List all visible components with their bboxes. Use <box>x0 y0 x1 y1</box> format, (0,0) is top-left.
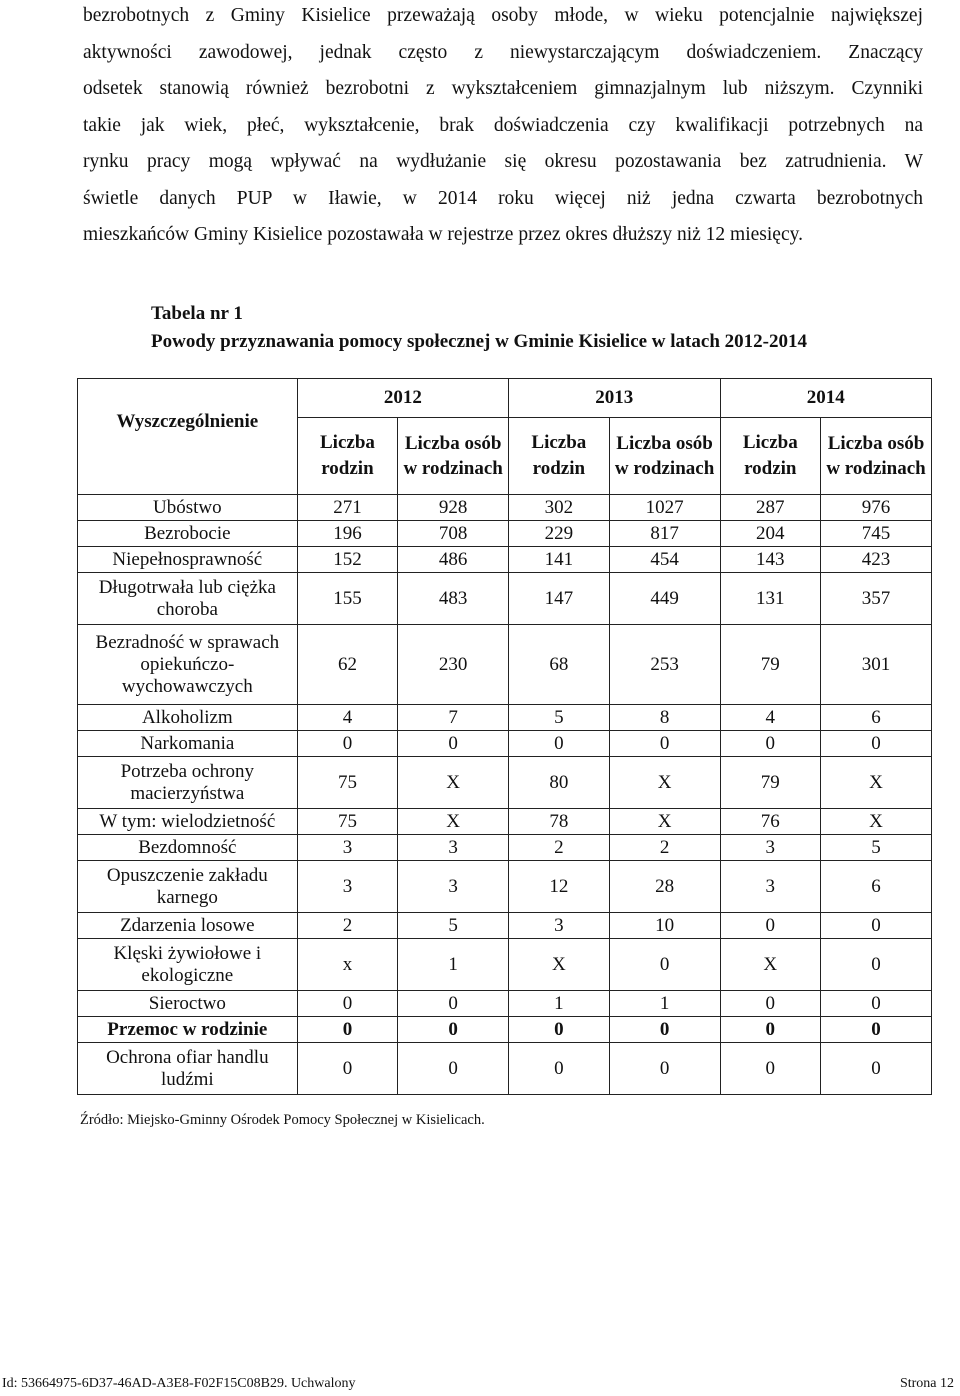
row-value: 3 <box>297 861 398 913</box>
row-value: 76 <box>720 809 821 835</box>
table-row <box>78 1043 932 1095</box>
row-value: 0 <box>609 1017 720 1043</box>
row-value: 817 <box>609 521 720 547</box>
row-value: 0 <box>720 1043 821 1095</box>
row-value: 5 <box>509 705 610 731</box>
row-value: 0 <box>509 1017 610 1043</box>
table-row <box>78 705 932 731</box>
row-value: 196 <box>297 521 398 547</box>
row-value: 301 <box>821 625 932 705</box>
row-label: Bezdomność <box>78 835 298 861</box>
row-value: 75 <box>297 809 398 835</box>
row-value: 0 <box>297 1043 398 1095</box>
row-value: 0 <box>609 1043 720 1095</box>
table-row <box>78 625 932 705</box>
header-sub-persons: Liczba osób w rodzinach <box>398 418 509 495</box>
row-value: 0 <box>821 913 932 939</box>
table-title: Powody przyznawania pomocy społecznej w Gminie Kisielice w latach 2012-2014 <box>151 331 807 352</box>
row-label: W tym: wielodzietność <box>78 809 298 835</box>
footer-document-id: Id: 53664975-6D37-46AD-A3E8-F02F15C08B29. Uchwalony <box>2 1376 356 1391</box>
row-value: 2 <box>609 835 720 861</box>
paragraph-line: aktywności zawodowej, jednak często z niewystarczającym doświadczeniem. Znaczący <box>83 41 923 63</box>
row-value: 486 <box>398 547 509 573</box>
row-value: 0 <box>821 731 932 757</box>
row-value: 302 <box>509 495 610 521</box>
row-value: 7 <box>398 705 509 731</box>
body-paragraph <box>83 0 923 254</box>
row-value: 6 <box>821 861 932 913</box>
row-value: X <box>398 757 509 809</box>
row-value: 483 <box>398 573 509 625</box>
table-row <box>78 731 932 757</box>
row-value: 152 <box>297 547 398 573</box>
row-label: Opuszczenie zakładu karnego <box>78 861 298 913</box>
row-value: 10 <box>609 913 720 939</box>
table-row <box>78 913 932 939</box>
row-value: 976 <box>821 495 932 521</box>
row-label: Sieroctwo <box>78 991 298 1017</box>
row-value: 204 <box>720 521 821 547</box>
row-value: 80 <box>509 757 610 809</box>
row-value: 745 <box>821 521 932 547</box>
source-note: Źródło: Miejsko-Gminny Ośrodek Pomocy Społecznej w Kisielicach. <box>80 1112 485 1128</box>
row-value: 28 <box>609 861 720 913</box>
header-year: 2012 <box>297 379 508 418</box>
row-value: 143 <box>720 547 821 573</box>
table-row <box>78 861 932 913</box>
row-value: 75 <box>297 757 398 809</box>
row-value: 5 <box>398 913 509 939</box>
table-row <box>78 547 932 573</box>
row-value: 0 <box>720 913 821 939</box>
row-value: 449 <box>609 573 720 625</box>
header-sub-persons: Liczba osób w rodzinach <box>821 418 932 495</box>
table-row <box>78 809 932 835</box>
row-value: 1027 <box>609 495 720 521</box>
row-value: 4 <box>297 705 398 731</box>
header-year: 2014 <box>720 379 932 418</box>
row-label: Zdarzenia losowe <box>78 913 298 939</box>
row-value: 5 <box>821 835 932 861</box>
row-value: 230 <box>398 625 509 705</box>
row-value: 708 <box>398 521 509 547</box>
table-row <box>78 757 932 809</box>
row-value: 2 <box>297 913 398 939</box>
row-label: Potrzeba ochrony macierzyństwa <box>78 757 298 809</box>
table-row <box>78 573 932 625</box>
row-value: 8 <box>609 705 720 731</box>
row-value: 0 <box>821 991 932 1017</box>
row-value: X <box>821 809 932 835</box>
table-row <box>78 991 932 1017</box>
footer-page-number: Strona 12 <box>899 1376 954 1391</box>
row-label: Bezradność w sprawach opiekuńczo-wychowawczych <box>78 625 298 705</box>
row-value: X <box>609 757 720 809</box>
header-sub-families: Liczba rodzin <box>509 418 610 495</box>
row-value: 0 <box>720 991 821 1017</box>
row-value: 928 <box>398 495 509 521</box>
row-value: x <box>297 939 398 991</box>
row-value: 155 <box>297 573 398 625</box>
row-value: X <box>821 757 932 809</box>
row-value: 3 <box>398 861 509 913</box>
row-value: 147 <box>509 573 610 625</box>
row-value: 0 <box>609 939 720 991</box>
row-value: 0 <box>720 731 821 757</box>
row-value: 0 <box>297 1017 398 1043</box>
row-value: 287 <box>720 495 821 521</box>
row-value: 6 <box>821 705 932 731</box>
row-label: Długotrwała lub ciężka choroba <box>78 573 298 625</box>
row-value: X <box>398 809 509 835</box>
table-row <box>78 835 932 861</box>
row-label: Bezrobocie <box>78 521 298 547</box>
table-caption <box>151 300 807 356</box>
row-value: 0 <box>398 991 509 1017</box>
header-category: Wyszczególnienie <box>78 379 298 495</box>
row-label: Alkoholizm <box>78 705 298 731</box>
row-label: Klęski żywiołowe i ekologiczne <box>78 939 298 991</box>
row-value: 3 <box>398 835 509 861</box>
paragraph-line: odsetek stanowią również bezrobotni z wykształceniem gimnazjalnym lub niższym. Czynniki <box>83 78 923 99</box>
row-label: Przemoc w rodzinie <box>78 1017 298 1043</box>
table-row <box>78 495 932 521</box>
row-value: 0 <box>609 731 720 757</box>
row-value: 68 <box>509 625 610 705</box>
row-label: Ochrona ofiar handlu ludźmi <box>78 1043 298 1095</box>
paragraph-line: mieszkańców Gminy Kisielice pozostawała w rejestrze przez okres dłuższy niż 12 miesięcy. <box>83 224 803 245</box>
row-value: X <box>609 809 720 835</box>
data-table <box>77 378 932 1095</box>
row-value: 229 <box>509 521 610 547</box>
row-value: 3 <box>720 835 821 861</box>
paragraph-line: bezrobotnych z Gminy Kisielice przeważają osoby młode, w wieku potencjalnie największej <box>83 5 923 26</box>
row-value: 78 <box>509 809 610 835</box>
row-value: 79 <box>720 757 821 809</box>
table-row <box>78 1017 932 1043</box>
row-label: Narkomania <box>78 731 298 757</box>
row-value: 0 <box>821 939 932 991</box>
row-value: 0 <box>398 1043 509 1095</box>
row-value: 0 <box>720 1017 821 1043</box>
row-label: Ubóstwo <box>78 495 298 521</box>
header-sub-families: Liczba rodzin <box>297 418 398 495</box>
row-value: X <box>509 939 610 991</box>
table-number: Tabela nr 1 <box>151 303 243 324</box>
row-value: 0 <box>297 731 398 757</box>
row-value: 141 <box>509 547 610 573</box>
row-value: 62 <box>297 625 398 705</box>
row-value: 0 <box>821 1017 932 1043</box>
row-value: 253 <box>609 625 720 705</box>
header-row-years <box>78 379 932 418</box>
row-value: 0 <box>509 1043 610 1095</box>
row-value: 0 <box>821 1043 932 1095</box>
row-value: 454 <box>609 547 720 573</box>
row-value: 3 <box>720 861 821 913</box>
row-value: 0 <box>297 991 398 1017</box>
row-value: 2 <box>509 835 610 861</box>
row-value: 3 <box>297 835 398 861</box>
header-year: 2013 <box>509 379 720 418</box>
row-value: 12 <box>509 861 610 913</box>
row-value: X <box>720 939 821 991</box>
row-value: 79 <box>720 625 821 705</box>
table-row <box>78 939 932 991</box>
row-value: 1 <box>609 991 720 1017</box>
row-value: 271 <box>297 495 398 521</box>
header-sub-persons: Liczba osób w rodzinach <box>609 418 720 495</box>
table-row <box>78 521 932 547</box>
paragraph-line: świetle danych PUP w Iławie, w 2014 roku więcej niż jedna czwarta bezrobotnych <box>83 187 923 209</box>
row-value: 1 <box>398 939 509 991</box>
row-value: 131 <box>720 573 821 625</box>
paragraph-line: takie jak wiek, płeć, wykształcenie, brak doświadczenia czy kwalifikacji potrzebnych na <box>83 114 923 136</box>
row-value: 357 <box>821 573 932 625</box>
row-value: 1 <box>509 991 610 1017</box>
row-value: 4 <box>720 705 821 731</box>
row-value: 423 <box>821 547 932 573</box>
row-value: 3 <box>509 913 610 939</box>
row-label: Niepełnosprawność <box>78 547 298 573</box>
row-value: 0 <box>509 731 610 757</box>
row-value: 0 <box>398 1017 509 1043</box>
header-sub-families: Liczba rodzin <box>720 418 821 495</box>
row-value: 0 <box>398 731 509 757</box>
table-body <box>78 495 932 1095</box>
paragraph-line: rynku pracy mogą wpływać na wydłużanie się okresu pozostawania bez zatrudnienia. W <box>83 151 923 172</box>
